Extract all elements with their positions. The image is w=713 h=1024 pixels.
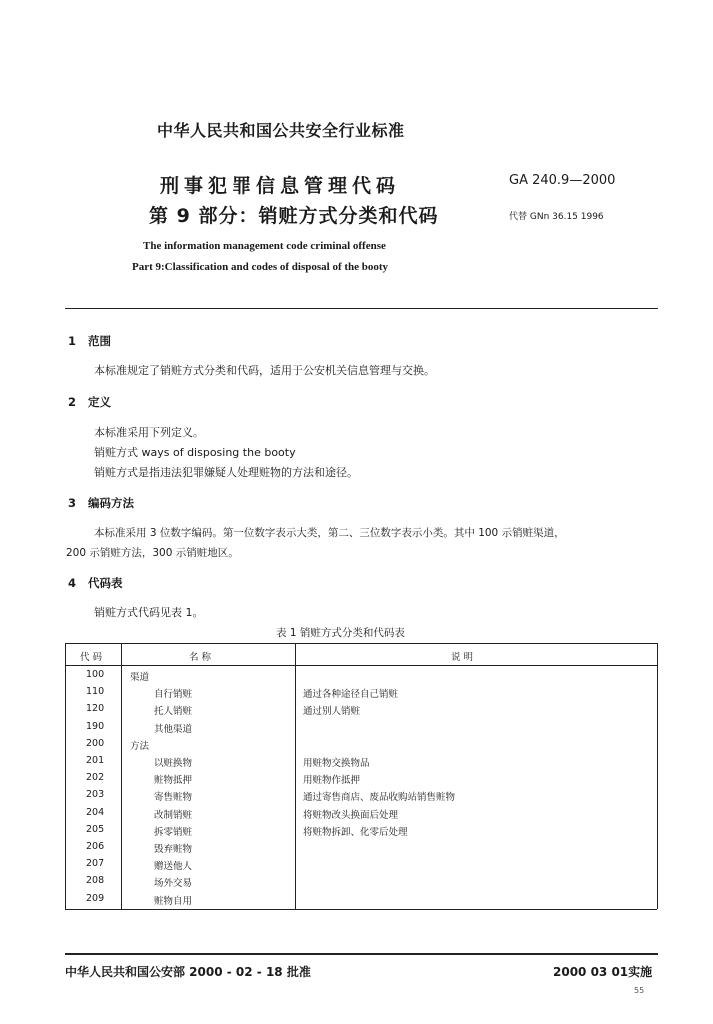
table-row-name: 自行销赃 xyxy=(154,689,193,701)
section-2-title: 定义 xyxy=(88,395,112,409)
table-row-description: 通过寄售商店、废品收购站销售赃物 xyxy=(303,792,456,804)
table-top-border xyxy=(65,643,657,644)
table-row-description: 将赃物拆卸、化零后处理 xyxy=(303,826,408,838)
section-1-title: 范围 xyxy=(88,334,112,348)
section-2-line1: 本标准采用下列定义。 xyxy=(94,426,204,439)
table-row-code: 209 xyxy=(86,892,105,904)
effective-date: 2000 03 01实施 xyxy=(553,965,653,979)
table-row-code: 100 xyxy=(86,669,105,680)
section-3-line1: 本标准采用 3 位数字编码。第一位数字表示大类，第二、三位数字表示小类。其中 100 示销赃渠道， xyxy=(94,527,565,539)
table-col-divider-2 xyxy=(295,643,296,909)
table-row-name: 赃物抵押 xyxy=(154,775,193,787)
document-subtitle: 第 9 部分：销赃方式分类和代码 xyxy=(149,205,439,227)
replaces-standard: 代替 GNn 36.15 1996 xyxy=(509,212,604,222)
table-row-code: 208 xyxy=(86,875,105,887)
table-row-code: 120 xyxy=(86,703,105,715)
section-4-heading xyxy=(68,575,123,591)
table-row-name: 赃物自用 xyxy=(154,895,193,907)
table-header-desc: 说 明 xyxy=(451,652,474,663)
table-row-code: 203 xyxy=(86,789,105,801)
page-number: 55 xyxy=(634,986,645,995)
table-row-name: 赠送他人 xyxy=(154,861,193,873)
footer-divider xyxy=(65,953,658,955)
section-2-heading xyxy=(68,394,111,410)
document-title: 刑事犯罪信息管理代码 xyxy=(160,175,401,197)
section-1-number: 1 xyxy=(68,334,77,348)
table-row-name: 渠道 xyxy=(130,672,150,683)
section-3-line2: 200 示销赃方法，300 示销赃地区。 xyxy=(66,547,239,559)
table-row-description: 用赃物交换物品 xyxy=(303,758,370,769)
section-2-number: 2 xyxy=(68,395,77,409)
section-4-text: 销赃方式代码见表 1。 xyxy=(94,606,204,619)
table-right-border xyxy=(657,643,658,909)
section-1-text: 本标准规定了销赃方式分类和代码，适用于公安机关信息管理与交换。 xyxy=(94,364,435,377)
table-row-name: 托人销赃 xyxy=(154,706,193,718)
table-row-name: 场外交易 xyxy=(154,878,193,890)
table-row-code: 190 xyxy=(86,720,105,732)
table-row-description: 通过别人销赃 xyxy=(303,706,361,718)
table-header-border xyxy=(65,665,657,666)
table-row-name: 毁弃赃物 xyxy=(154,844,193,855)
table-row-code: 201 xyxy=(86,755,105,766)
table-row-code: 205 xyxy=(86,823,105,835)
table-row-description: 用赃物作抵押 xyxy=(303,775,361,787)
standard-number: GA 240.9—2000 xyxy=(509,173,616,188)
table-row-description: 将赃物改头换面后处理 xyxy=(303,809,399,821)
section-4-title: 代码表 xyxy=(88,576,123,590)
table-left-border xyxy=(65,643,66,909)
table-row-description: 通过各种途径自己销赃 xyxy=(303,689,399,701)
header-divider xyxy=(65,308,658,309)
table-row-code: 207 xyxy=(86,858,105,870)
table-row-code: 204 xyxy=(86,806,105,818)
issuing-body-title: 中华人民共和国公共安全行业标准 xyxy=(157,121,405,140)
section-2-line3: 销赃方式是指违法犯罪嫌疑人处理赃物的方法和途径。 xyxy=(94,466,358,479)
table-row-code: 202 xyxy=(86,772,105,784)
table-row-name: 拆零销赃 xyxy=(154,826,193,838)
table-row-code: 200 xyxy=(86,737,105,749)
section-2-line2: 销赃方式 ways of disposing the booty xyxy=(94,446,296,459)
table-row-name: 其他渠道 xyxy=(154,723,193,735)
section-4-number: 4 xyxy=(68,576,77,590)
table-row-name: 改制销赃 xyxy=(154,809,193,821)
table-row-name: 方法 xyxy=(130,740,150,752)
table-header-name: 名 称 xyxy=(189,652,212,663)
english-title-line1: The information management code criminal offense xyxy=(143,240,386,252)
section-3-number: 3 xyxy=(68,496,77,510)
table-row-code: 206 xyxy=(86,841,105,852)
english-title-line2: Part 9:Classification and codes of disposal of the booty xyxy=(132,261,389,273)
section-3-heading xyxy=(68,495,134,511)
table-row-name: 寄售赃物 xyxy=(154,792,193,804)
section-1-heading xyxy=(68,333,111,349)
table-bottom-border xyxy=(65,909,657,910)
table-row-code: 110 xyxy=(86,686,105,698)
table-header-code: 代 码 xyxy=(80,652,103,663)
table-caption: 表 1 销赃方式分类和代码表 xyxy=(276,627,405,639)
approval-statement: 中华人民共和国公安部 2000 - 02 - 18 批准 xyxy=(65,965,311,979)
table-row-name: 以赃换物 xyxy=(154,758,193,769)
section-3-title: 编码方法 xyxy=(88,496,135,510)
